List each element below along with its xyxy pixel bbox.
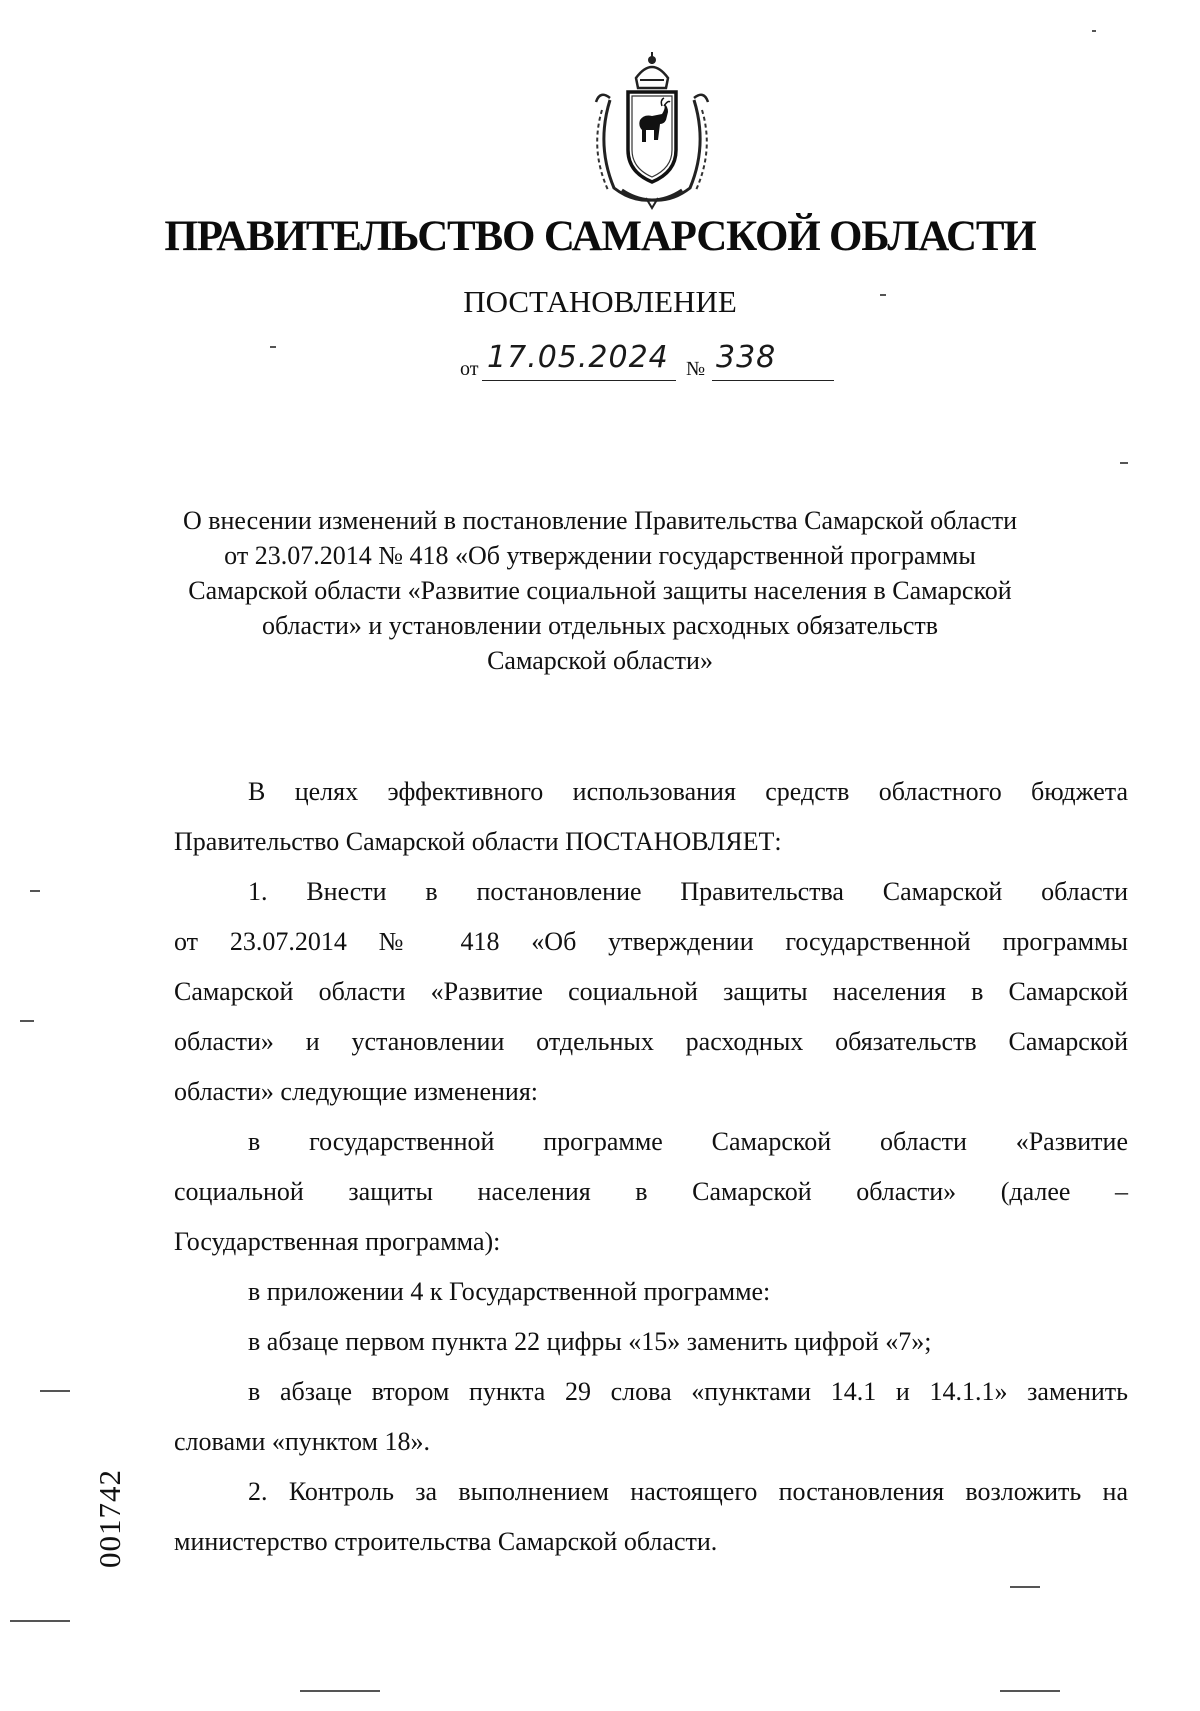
scan-speck xyxy=(30,890,40,892)
text-line: Государственная программа): xyxy=(174,1227,501,1256)
text-line: 2. Контроль за выполнением настоящего постановления возложить на xyxy=(248,1477,1128,1506)
number-underline xyxy=(712,380,834,381)
scan-speck xyxy=(1000,1690,1060,1692)
side-registration-code xyxy=(92,1450,132,1600)
scan-speck xyxy=(1092,30,1096,32)
registration-code: 001742 xyxy=(92,1469,127,1568)
document-subject xyxy=(150,503,1050,678)
date-prefix: от xyxy=(460,358,479,380)
document-body xyxy=(174,767,1128,1567)
document-date-number xyxy=(460,340,860,386)
scan-speck xyxy=(300,1690,380,1692)
document-type: ПОСТАНОВЛЕНИЕ xyxy=(463,284,737,319)
text-line: министерство строительства Самарской области. xyxy=(174,1527,718,1556)
paragraph-clause-22 xyxy=(174,1317,1128,1367)
organization-title: ПРАВИТЕЛЬСТВО САМАРСКОЙ ОБЛАСТИ xyxy=(164,213,1036,260)
text-line: социальной защиты населения в Самарской области» (далее – xyxy=(174,1177,1128,1206)
scan-speck xyxy=(1010,1586,1040,1588)
scan-speck xyxy=(880,294,886,296)
scan-speck xyxy=(1120,462,1128,464)
paragraph-appendix xyxy=(174,1267,1128,1317)
number-prefix: № xyxy=(686,358,706,380)
text-line: В целях эффективного использования средств областного бюджета xyxy=(248,777,1128,806)
text-line: области» и установлении отдельных расходных обязательств Самарской xyxy=(174,1027,1128,1056)
text-line: в приложении 4 к Государственной программе: xyxy=(248,1277,771,1306)
paragraph-item-1 xyxy=(174,867,1128,1117)
text-line: в абзаце втором пункта 29 слова «пунктами 14.1 и 14.1.1» заменить xyxy=(248,1377,1128,1406)
paragraph-program xyxy=(174,1117,1128,1267)
text-line: Правительство Самарской области ПОСТАНОВЛЯЕТ: xyxy=(174,827,782,856)
scan-speck xyxy=(20,1020,34,1022)
text-line: от 23.07.2014 № 418 «Об утверждении государственной программы xyxy=(174,927,1128,956)
subject-line: области» и установлении отдельных расходных обязательств xyxy=(261,611,939,640)
scan-speck xyxy=(270,346,276,348)
text-line: области» следующие изменения: xyxy=(174,1077,539,1106)
document-date: 17.05.2024 xyxy=(487,340,669,375)
subject-line: Самарской области «Развитие социальной защиты населения в Самарской xyxy=(188,576,1012,605)
scan-speck xyxy=(40,1390,70,1392)
document-number: 338 xyxy=(716,340,777,375)
subject-line: О внесении изменений в постановление Правительства Самарской области xyxy=(182,506,1018,535)
scan-speck xyxy=(10,1620,70,1622)
text-line: словами «пунктом 18». xyxy=(174,1427,430,1456)
text-line: в абзаце первом пункта 22 цифры «15» заменить цифрой «7»; xyxy=(248,1327,932,1356)
text-line: в государственной программе Самарской области «Развитие xyxy=(248,1127,1128,1156)
text-line: 1. Внести в постановление Правительства Самарской области xyxy=(248,877,1128,906)
paragraph-item-2 xyxy=(174,1467,1128,1567)
samara-coat-of-arms-icon xyxy=(588,50,716,210)
date-underline xyxy=(482,380,676,381)
subject-line: Самарской области» xyxy=(487,646,713,675)
paragraph-clause-29 xyxy=(174,1367,1128,1467)
paragraph-preamble xyxy=(174,767,1128,867)
subject-line: от 23.07.2014 № 418 «Об утверждении государственной программы xyxy=(224,541,976,570)
text-line: Самарской области «Развитие социальной защиты населения в Самарской xyxy=(174,977,1128,1006)
